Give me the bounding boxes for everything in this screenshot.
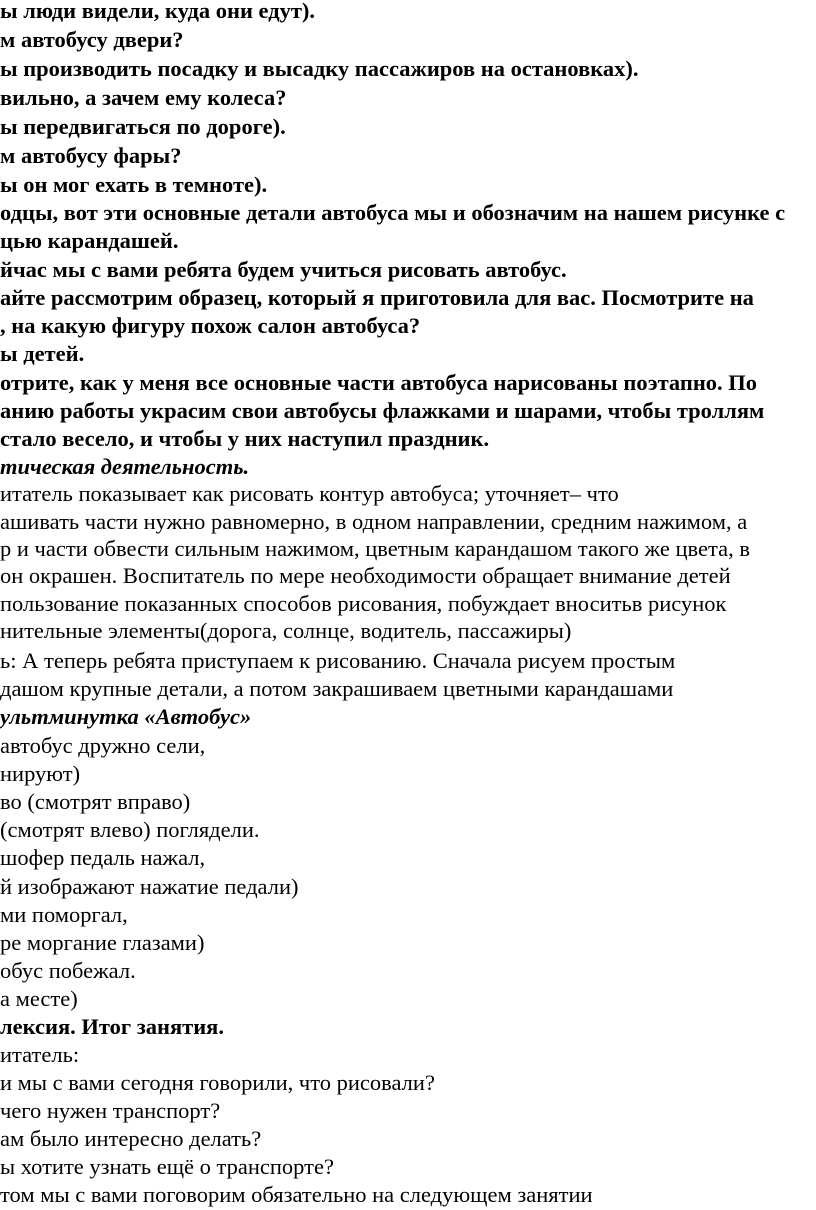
text-line: (смотрят влево) поглядели.	[0, 817, 260, 842]
text-line: ре моргание глазами)	[0, 930, 205, 955]
text-line: , на какую фигуру похож салон автобуса?	[0, 313, 421, 338]
text-line: ы он мог ехать в темноте).	[0, 172, 268, 197]
text-line: обус побежал.	[0, 958, 136, 983]
text-line: нируют)	[0, 761, 81, 786]
text-line: том мы с вами поговорим обязательно на следующем занятии	[0, 1182, 593, 1207]
text-line: цью карандашей.	[0, 228, 179, 253]
text-line: и мы с вами сегодня говорили, что рисовали?	[0, 1070, 435, 1095]
text-line: вильно, а зачем ему колеса?	[0, 85, 287, 110]
section-heading: тическая деятельность.	[0, 454, 250, 479]
text-line: йчас мы с вами ребята будем учиться рисовать автобус.	[0, 257, 567, 282]
text-line: ы хотите узнать ещё о транспорте?	[0, 1154, 334, 1179]
text-line: й изображают нажатие педали)	[0, 874, 299, 899]
section-heading: лексия. Итог занятия.	[0, 1014, 224, 1039]
text-line: ашивать части нужно равномерно, в одном направлении, средним нажимом, а	[0, 509, 748, 534]
text-line: ы производить посадку и высадку пассажиров на остановках).	[0, 56, 639, 81]
text-line: он окрашен. Воспитатель по мере необходимости обращает внимание детей	[0, 563, 731, 588]
text-line: нительные элементы(дорога, солнце, водитель, пассажиры)	[0, 618, 572, 643]
text-line: ы люди видели, куда они едут).	[0, 0, 316, 23]
section-heading: ультминутка «Автобус»	[0, 704, 252, 729]
text-line: пользование показанных способов рисования, побуждает вноситьв рисунок	[0, 591, 727, 616]
text-line: дашом крупные детали, а потом закрашиваем цветными карандашами	[0, 676, 674, 701]
text-line: итатель:	[0, 1042, 80, 1067]
text-line: шофер педаль нажал,	[0, 845, 206, 870]
text-line: отрите, как у меня все основные части автобуса нарисованы поэтапно. По	[0, 370, 758, 395]
text-line: а месте)	[0, 986, 78, 1011]
text-line: во (смотрят вправо)	[0, 789, 191, 814]
text-line: айте рассмотрим образец, который я приготовила для вас. Посмотрите на	[0, 285, 754, 310]
text-line: ми поморгал,	[0, 902, 128, 927]
text-line: итатель показывает как рисовать контур автобуса; уточняет– что	[0, 481, 619, 506]
text-line: ы передвигаться по дороге).	[0, 114, 286, 139]
text-line: анию работы украсим свои автобусы флажками и шарами, чтобы троллям	[0, 398, 765, 423]
text-line: автобус дружно сели,	[0, 733, 206, 758]
text-line: р и части обвести сильным нажимом, цветным карандашом такого же цвета, в	[0, 536, 750, 561]
text-line: ы детей.	[0, 341, 85, 366]
text-line: одцы, вот эти основные детали автобуса мы и обозначим на нашем рисунке с	[0, 200, 786, 225]
text-line: ь: А теперь ребята приступаем к рисованию. Сначала рисуем простым	[0, 648, 676, 673]
text-line: ам было интересно делать?	[0, 1126, 262, 1151]
text-line: стало весело, и чтобы у них наступил праздник.	[0, 426, 490, 451]
text-line: чего нужен транспорт?	[0, 1098, 221, 1123]
text-line: м автобусу двери?	[0, 27, 184, 52]
text-line: м автобусу фары?	[0, 143, 182, 168]
